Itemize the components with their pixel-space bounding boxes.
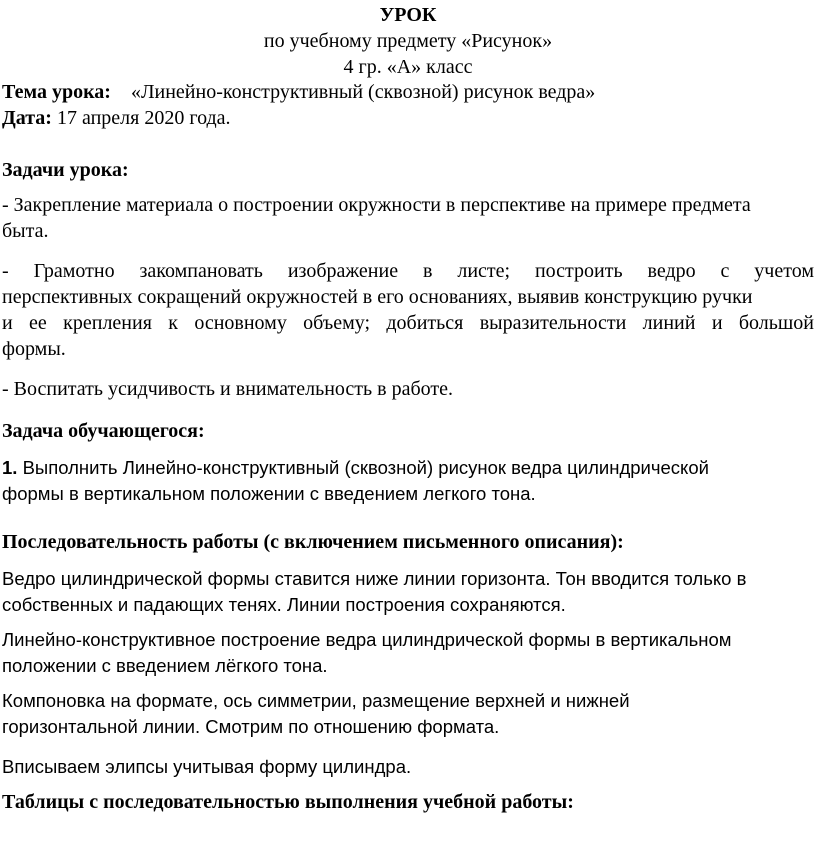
student-task-text: Выполнить Линейно-конструктивный (сквозной) рисунок ведра цилиндрической [17,457,709,478]
topic-row [2,79,595,105]
document-title: УРОК [379,4,437,26]
sequence-paragraph-1-line-2: собственных и падающих тенях. Линии построения сохраняются. [2,594,566,615]
task-item-1-line-1: - Закрепление материала о построении окружности в перспективе на примере предмета [2,194,751,216]
tables-heading: Таблицы с последовательностью выполнения учебной работы: [2,791,574,813]
task-item-2-line-4: формы. [2,338,66,360]
group-line: 4 гр. «А» класс [343,56,473,78]
subject-line: по учебному предмету «Рисунок» [263,30,553,52]
task-item-2-line-3: и ее крепления к основному объему; добиться выразительности линий и большой [2,312,814,334]
student-task-number: 1. [2,457,18,478]
date-value: 17 апреля 2020 года. [56,107,231,129]
sequence-paragraph-4: Вписываем элипсы учитывая форму цилиндра. [2,756,412,777]
sequence-paragraph-3-line-1: Компоновка на формате, ось симметрии, размещение верхней и нижней [2,690,630,711]
task-item-2-line-1: - Грамотно закомпановать изображение в листе; построить ведро с учетом [2,260,814,282]
sequence-paragraph-3-line-2: горизонтальной линии. Смотрим по отношению формата. [2,716,500,737]
date-label: Дата: [2,107,52,129]
sequence-paragraph-2-line-1: Линейно-конструктивное построение ведра цилиндрической формы в вертикальном [2,629,732,650]
topic-label: Тема урока: [2,81,111,103]
task-item-1-line-2: быта. [2,220,49,242]
student-task-heading: Задача обучающегося: [2,420,205,442]
student-task-line-2: формы в вертикальном положении с введением легкого тона. [2,483,536,504]
tasks-heading: Задачи урока: [2,159,129,181]
sequence-paragraph-1-line-1: Ведро цилиндрической формы ставится ниже линии горизонта. Тон вводится только в [2,568,747,589]
sequence-paragraph-2-line-2: положении с введением лёгкого тона. [2,655,328,676]
topic-value: «Линейно-конструктивный (сквозной) рисунок ведра» [130,81,596,103]
sequence-heading: Последовательность работы (с включением письменного описания): [2,531,624,553]
task-item-2-line-2: перспективных сокращений окружностей в его основаниях, выявив конструкцию ручки [2,286,753,308]
task-item-3: - Воспитать усидчивость и внимательность в работе. [2,378,453,400]
student-task-line-1 [2,455,709,481]
date-row [2,105,231,131]
